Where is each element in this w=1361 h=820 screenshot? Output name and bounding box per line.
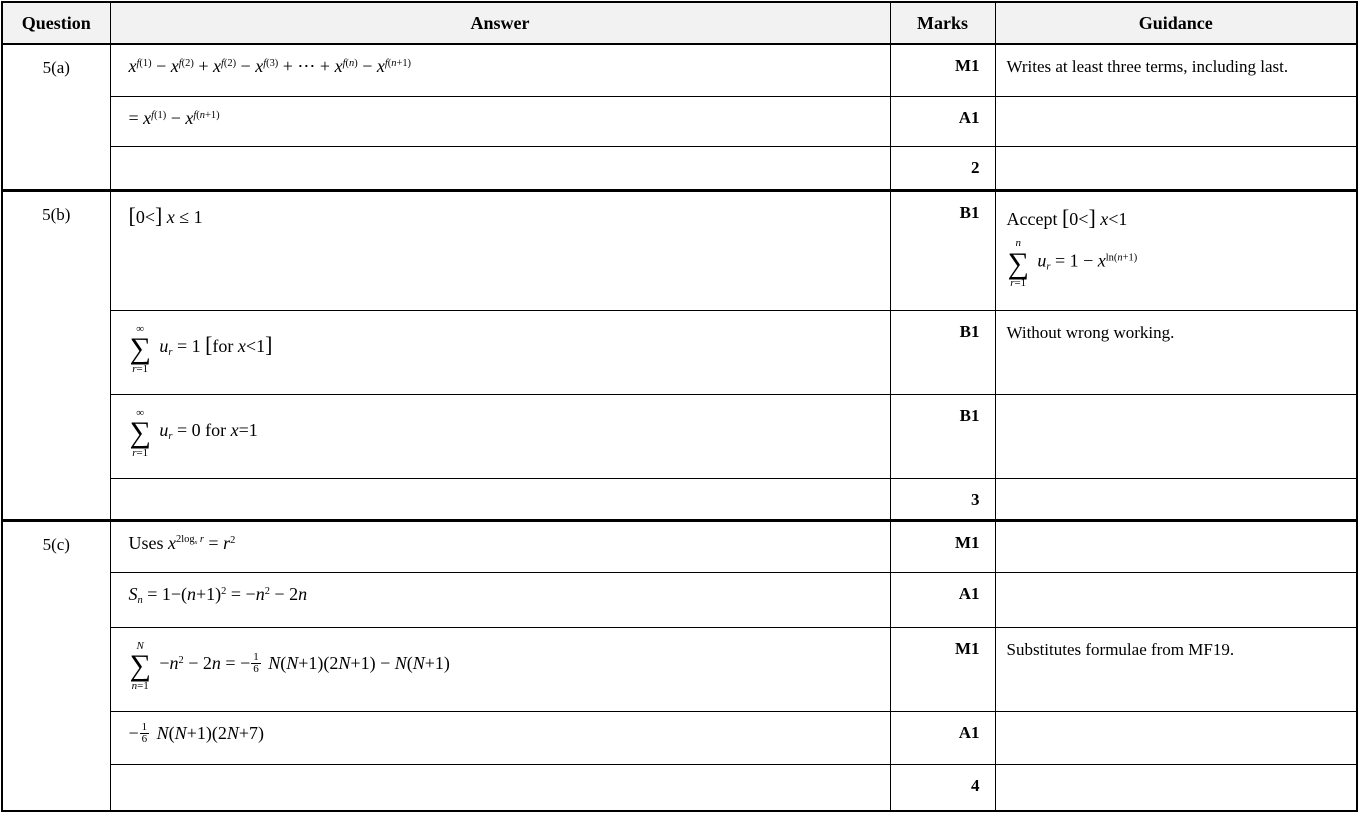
mark-code: M1: [890, 44, 995, 96]
table-row: [2, 520, 1357, 572]
marks-total: 4: [890, 764, 995, 811]
answer-formula: − $\frac{1}{6}$ N(N+1)(2N+7): [128, 720, 264, 746]
table-row: [2, 478, 1357, 520]
mark-code: A1: [890, 572, 995, 627]
guidance-formula: Accept [0<] x<1: [1006, 204, 1128, 230]
guidance-cell-empty: [995, 394, 1357, 478]
mark-code: B1: [890, 190, 995, 310]
table-row: [2, 394, 1357, 478]
answer-formula: Uses $x^{2log_x r} = r^2$: [128, 532, 236, 553]
answer-formula: ∞ ∑ r=1 $u_r = 0$ for x=1: [129, 406, 258, 459]
guidance-formula: n ∑ r=1 $u_r = 1 - x^{ln(n+1)}$: [1007, 237, 1138, 290]
mark-code: M1: [890, 627, 995, 711]
table-row: [2, 44, 1357, 96]
answer-formula: [0<] x ≤ 1: [128, 202, 203, 228]
guidance-cell-empty: [995, 478, 1357, 520]
mark-code: M1: [890, 520, 995, 572]
marks-total: 3: [890, 478, 995, 520]
table-row: [2, 572, 1357, 627]
guidance-cell-empty: [995, 146, 1357, 190]
table-row: [2, 310, 1357, 394]
guidance-text: Writes at least three terms, including last.: [995, 44, 1357, 96]
header-guidance: Guidance: [995, 2, 1357, 44]
answer-formula: $x^{f(1)} - x^{f(2)} + x^{f(2)} - x^{f(3)}$ + ⋯ + $x^{f(n)} - x^{f(n+1)}$: [128, 56, 412, 76]
mark-code: B1: [890, 394, 995, 478]
table-row: [2, 96, 1357, 146]
guidance-cell-empty: [995, 764, 1357, 811]
table-row: [2, 627, 1357, 711]
answer-cell-empty: [110, 146, 890, 190]
question-label-5a: 5(a): [2, 44, 110, 190]
header-marks: Marks: [890, 2, 995, 44]
mark-scheme-table: [1, 1, 1358, 812]
guidance-cell-empty: [995, 572, 1357, 627]
guidance-cell: [995, 190, 1357, 310]
answer-cell-empty: [110, 764, 890, 811]
mark-code: A1: [890, 711, 995, 764]
table-row: [2, 711, 1357, 764]
answer-formula: ∞ ∑ r=1 $u_r = 1$ [for x<1]: [129, 322, 273, 375]
question-label-5c: 5(c): [2, 520, 110, 811]
table-row: [2, 764, 1357, 811]
guidance-text: Substitutes formulae from MF19.: [995, 627, 1357, 711]
header-answer: Answer: [110, 2, 890, 44]
answer-cell-empty: [110, 478, 890, 520]
mark-code: A1: [890, 96, 995, 146]
marks-total: 2: [890, 146, 995, 190]
mark-code: B1: [890, 310, 995, 394]
answer-formula: N ∑ n=1 $-n^2 - 2n$ = − $\frac{1}{6}$ N(N+1)(2N+1) − N(N+1): [129, 639, 450, 692]
header-row: [2, 2, 1357, 44]
guidance-cell-empty: [995, 96, 1357, 146]
answer-formula: = $x^{f(1)} - x^{f(n+1)}$: [128, 107, 220, 128]
guidance-cell-empty: [995, 711, 1357, 764]
guidance-cell-empty: [995, 520, 1357, 572]
guidance-text: Without wrong working.: [995, 310, 1357, 394]
answer-formula: $S_n = 1-(n+1)^2 = -n^2 - 2n$: [128, 583, 308, 606]
header-question: Question: [2, 2, 110, 44]
table-row: [2, 190, 1357, 310]
question-label-5b: 5(b): [2, 190, 110, 520]
table-row: [2, 146, 1357, 190]
